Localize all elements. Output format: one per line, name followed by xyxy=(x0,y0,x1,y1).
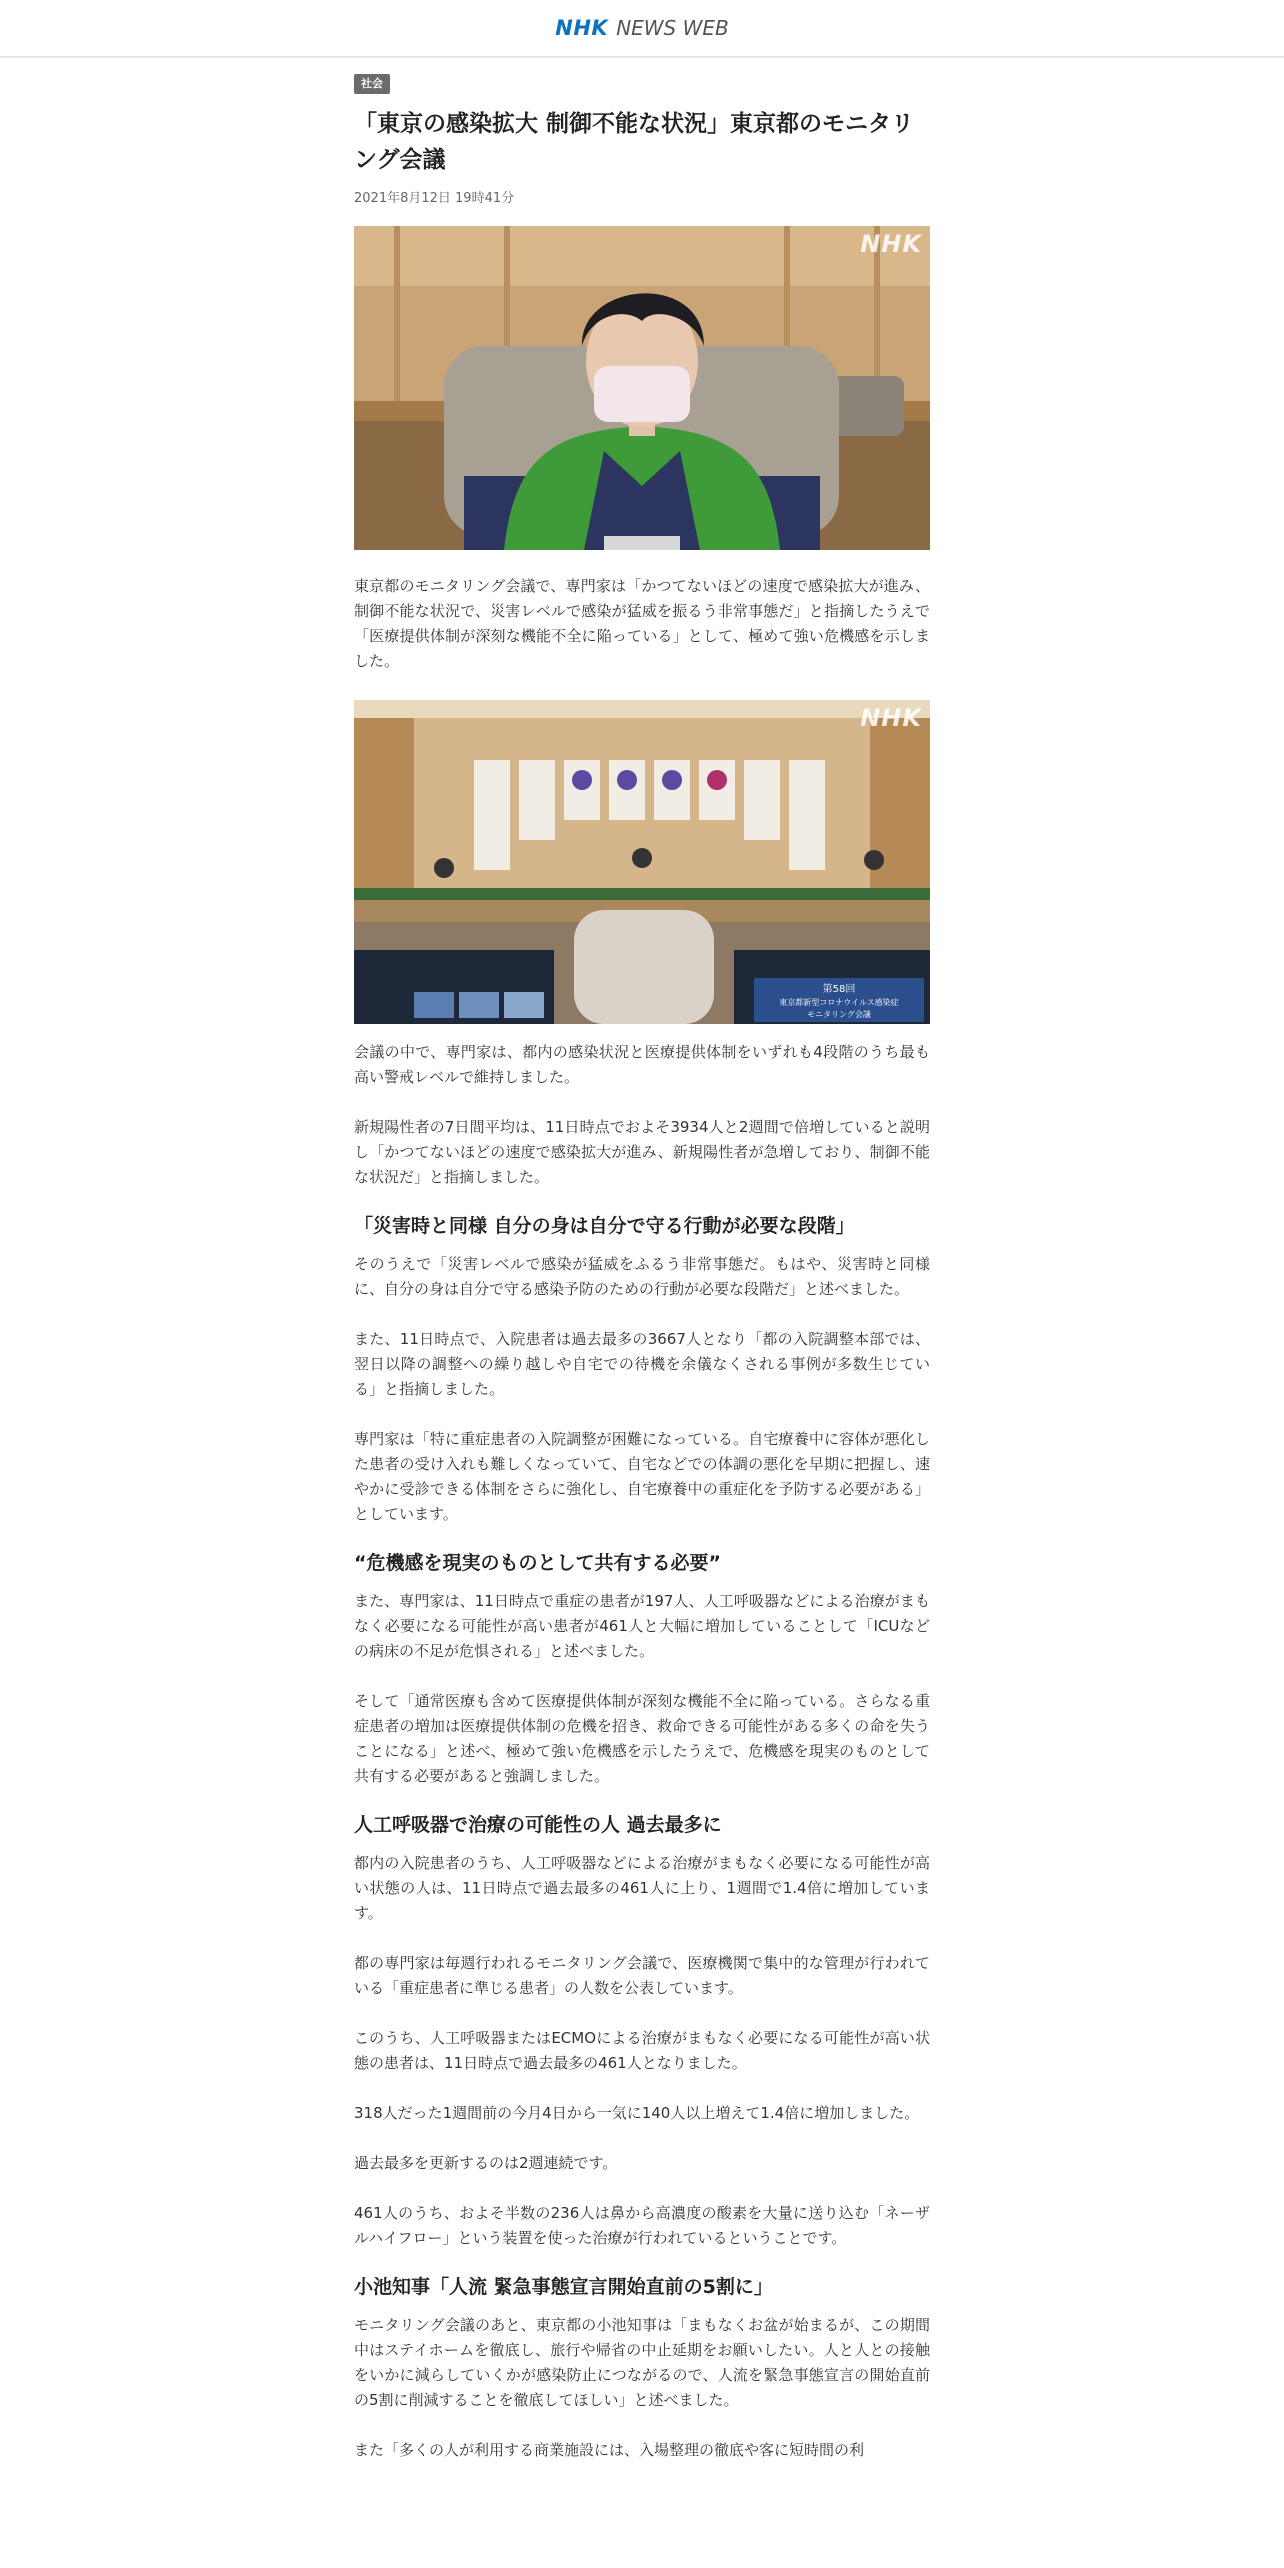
article-paragraph: このうち、人工呼吸器またはECMOによる治療がまもなく必要になる可能性が高い状態の患者は、11日時点で過去最多の461人となりました。 xyxy=(354,2029,930,2072)
article-paragraph: モニタリング会議のあと、東京都の小池知事は「まもなくお盆が始まるが、この期間中はステイホームを徹底し、旅行や帰省の中止延期をお願いしたい。人と人との接触をいかに減らしていくかが感染防止につながるので、人流を緊急事態宣言の開始直前の5割に削減することを徹底してほしい」と述べました。 xyxy=(354,2316,930,2409)
article-paragraph: そのうえで「災害レベルで感染が猛威をふるう非常事態だ。もはや、災害時と同様に、自分の身は自分で守る感染予防のための行動が必要な段階だ」と述べました。 xyxy=(354,1255,930,1298)
section-heading: 小池知事「人流 緊急事態宣言開始直前の5割に」 xyxy=(354,2276,773,2298)
section-heading: 人工呼吸器で治療の可能性の人 過去最多に xyxy=(354,1814,722,1836)
logo-nhk-text: NHK xyxy=(555,16,609,40)
nhk-news-web-logo[interactable] xyxy=(555,16,729,40)
site-header xyxy=(0,0,1284,58)
category-badge[interactable]: 社会 xyxy=(354,74,390,94)
section-heading: 「災害時と同様 自分の身は自分で守る行動が必要な段階」 xyxy=(354,1215,855,1237)
section-heading: “危機感を現実のものとして共有する必要” xyxy=(354,1552,721,1574)
article-paragraph: 461人のうち、およそ半数の236人は鼻から高濃度の酸素を大量に送り込む「ネーザルハイフロー」という装置を使った治療が行われているということです。 xyxy=(354,2204,930,2247)
nhk-watermark: NHK xyxy=(860,704,922,732)
logo-newsweb-text: NEWS WEB xyxy=(616,16,729,40)
article-paragraph: 318人だった1週間前の今月4日から一気に140人以上増えて1.4倍に増加しました。 xyxy=(354,2104,920,2122)
article xyxy=(354,58,930,2463)
article-photo-governor xyxy=(354,226,930,550)
article-title: 「東京の感染拡大 制御不能な状況」東京都のモニタリング会議 xyxy=(354,111,915,173)
meeting-photo-illustration xyxy=(354,700,930,1024)
sign-line-1: 第58回 xyxy=(822,984,856,995)
nhk-watermark: NHK xyxy=(860,230,922,258)
article-paragraph-partial: また「多くの人が利用する商業施設には、入場整理の徹底や客に短時間の利 xyxy=(354,2441,865,2459)
article-paragraph: そして「通常医療も含めて医療提供体制が深刻な機能不全に陥っている。さらなる重症患者の増加は医療提供体制の危機を招き、救命できる可能性がある多くの命を失うことになる」と述べ、極めて強い危機感を示したうえで、危機感を現実のものとして共有する必要があると強調しました。 xyxy=(354,1692,930,1785)
article-paragraph: また、専門家は、11日時点で重症の患者が197人、人工呼吸器などによる治療がまもなく必要になる可能性が高い患者が461人と大幅に増加していることして「ICUなどの病床の不足が危惧される」と述べました。 xyxy=(354,1592,930,1660)
article-paragraph: 都内の入院患者のうち、人工呼吸器などによる治療がまもなく必要になる可能性が高い状態の人は、11日時点で過去最多の461人に上り、1週間で1.4倍に増加しています。 xyxy=(354,1854,930,1922)
article-paragraph: また、11日時点で、入院患者は過去最多の3667人となり「都の入院調整本部では、翌日以降の調整への繰り越しや自宅での待機を余儀なくされる事例が多数生じている」と指摘しました。 xyxy=(354,1330,930,1398)
governor-photo-illustration xyxy=(354,226,930,550)
article-paragraph: 会議の中で、専門家は、都内の感染状況と医療提供体制をいずれも4段階のうち最も高い警戒レベルで維持しました。 xyxy=(354,1043,930,1086)
sign-line-3: モニタリング会議 xyxy=(807,1010,871,1019)
publish-date: 2021年8月12日 19時41分 xyxy=(354,191,515,206)
article-paragraph: 新規陽性者の7日間平均は、11日時点でおよそ3934人と2週間で倍増していると説明し「かつてないほどの速度で感染拡大が進み、新規陽性者が急増しており、制御不能な状況だ」と指摘しました。 xyxy=(354,1118,930,1186)
article-paragraph: 専門家は「特に重症患者の入院調整が困難になっている。自宅療養中に容体が悪化した患者の受け入れも難しくなっていて、自宅などでの体調の悪化を早期に把握し、速やかに受診できる体制をさらに強化し、自宅療養中の重症化を予防する必要がある」としています。 xyxy=(354,1430,930,1523)
sign-line-2: 東京都新型コロナウイルス感染症 xyxy=(779,998,899,1007)
article-paragraph: 東京都のモニタリング会議で、専門家は「かつてないほどの速度で感染拡大が進み、制御不能な状況で、災害レベルで感染が猛威を振るう非常事態だ」と指摘したうえで「医療提供体制が深刻な機能不全に陥っている」として、極めて強い危機感を示しました。 xyxy=(354,577,930,670)
article-paragraph: 過去最多を更新するのは2週連続です。 xyxy=(354,2154,618,2172)
article-photo-meeting xyxy=(354,700,930,1024)
article-paragraph: 都の専門家は毎週行われるモニタリング会議で、医療機関で集中的な管理が行われている「重症患者に準じる患者」の人数を公表しています。 xyxy=(354,1954,930,1997)
